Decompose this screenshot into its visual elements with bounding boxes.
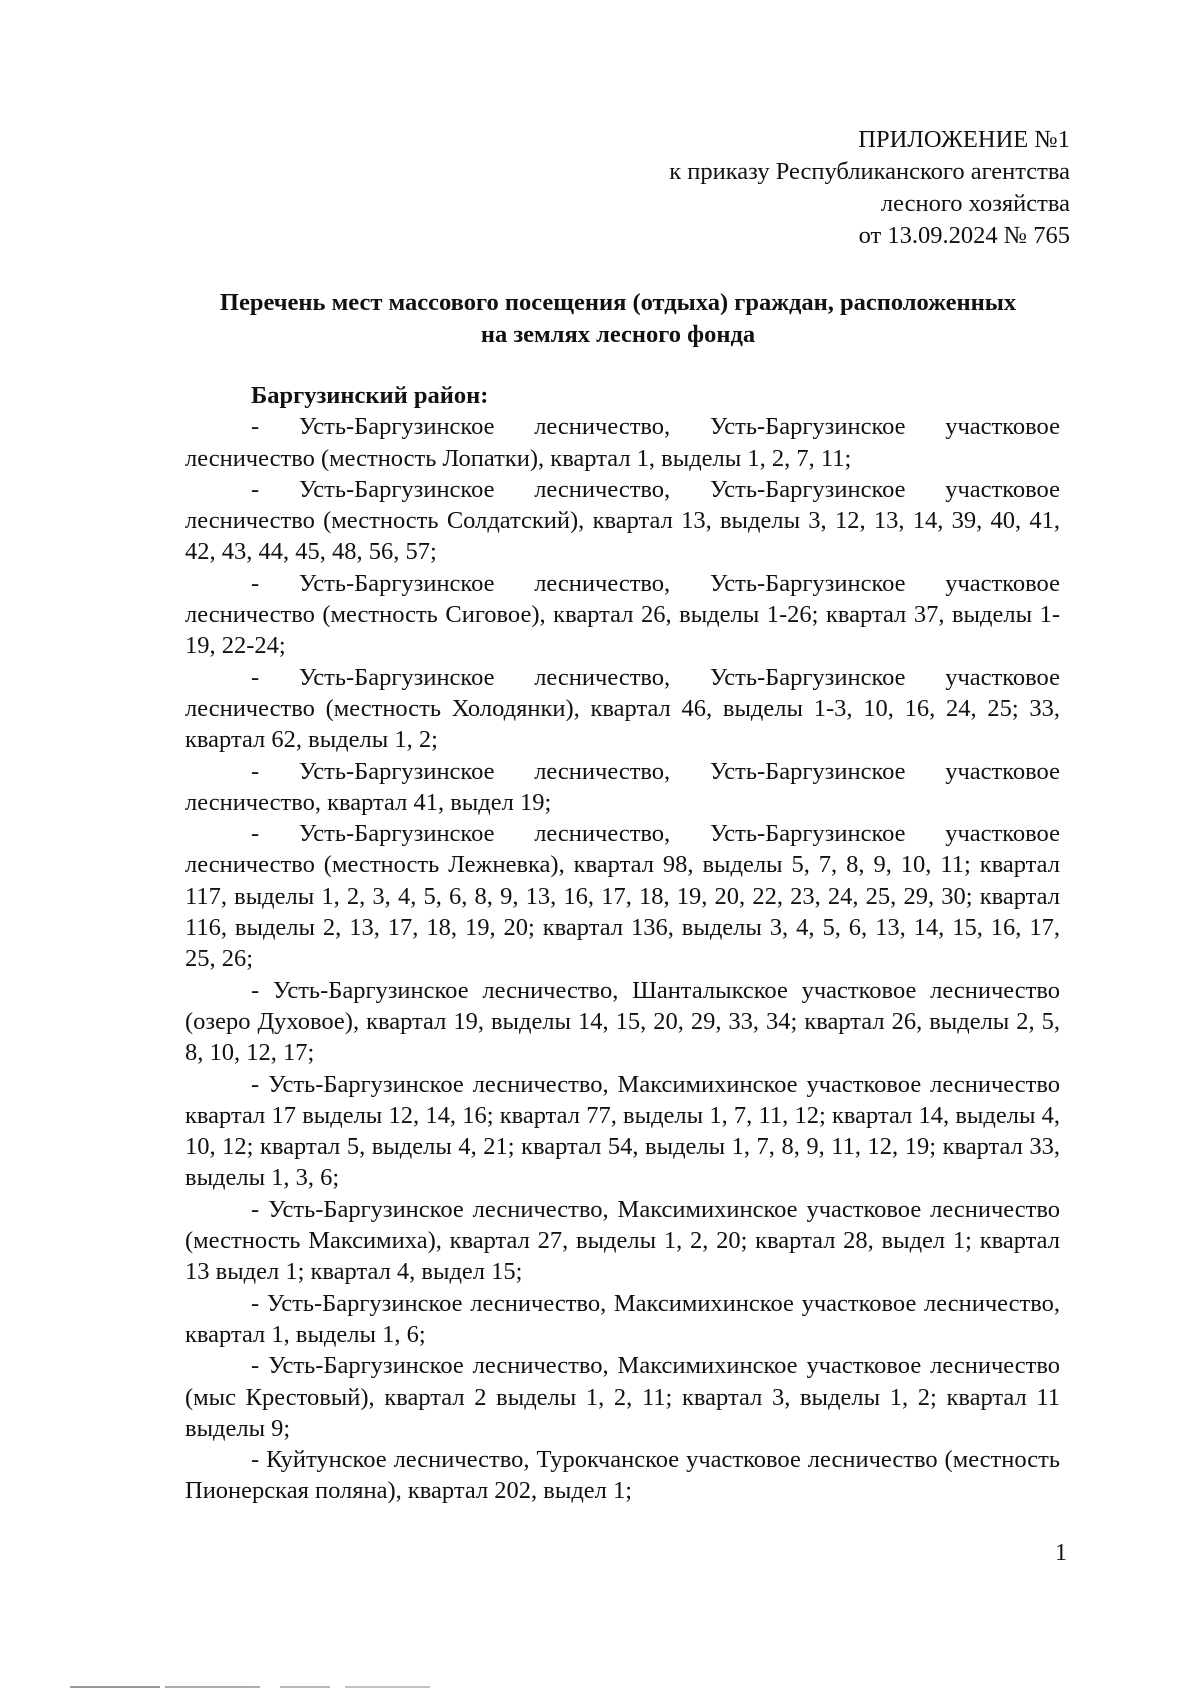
page-number: 1	[1055, 1540, 1067, 1566]
list-item: - Усть-Баргузинское лесничество, Максимихинское участковое лесничество, квартал 1, выделы 1, 6;	[185, 1289, 1060, 1348]
scan-line-artifact	[70, 1686, 430, 1688]
appendix-order-date: от 13.09.2024 № 765	[858, 222, 1070, 249]
title-line-2: на землях лесного фонда	[480, 321, 756, 348]
appendix-number: ПРИЛОЖЕНИЕ №1	[858, 126, 1070, 153]
document-title	[180, 287, 1056, 351]
list-item: - Усть-Баргузинское лесничество, Усть-Баргузинское участковое лесничество (местность Лежневка), квартал 98, выделы 5, 7, 8, 9, 10, 11; квартал 117, выделы 1, 2, 3, 4, 5, 6, 8, 9, 13, 16, 17, 18, 19, 20, 22, 23, 24, 25, 29, 30; квартал 116, выделы 2, 13, 17, 18, 19, 20; квартал 136, выделы 3, 4, 5, 6, 13, 14, 15, 16, 17, 25, 26;	[185, 820, 1060, 973]
district-heading: Баргузинский район:	[251, 382, 489, 409]
list-item: - Усть-Баргузинское лесничество, Усть-Баргузинское участковое лесничество (местность Лопатки), квартал 1, выделы 1, 2, 7, 11;	[185, 413, 1060, 472]
appendix-header	[669, 124, 1070, 252]
list-item: - Усть-Баргузинское лесничество, Максимихинское участковое лесничество квартал 17 выделы 12, 14, 16; квартал 77, выделы 1, 7, 11, 12; квартал 14, выделы 4, 10, 12; квартал 5, выделы 4, 21; квартал 54, выделы 1, 7, 8, 9, 11, 12, 19; квартал 33, выделы 1, 3, 6;	[185, 1070, 1060, 1192]
list-item: - Усть-Баргузинское лесничество, Усть-Баргузинское участковое лесничество (местность Сиговое), квартал 26, выделы 1-26; квартал 37, выделы 1-19, 22-24;	[185, 569, 1060, 660]
list-item: - Куйтунское лесничество, Турокчанское участковое лесничество (местность Пионерская поляна), квартал 202, выдел 1;	[185, 1446, 1060, 1505]
appendix-order-line: к приказу Республиканского агентства	[669, 158, 1070, 185]
list-item: - Усть-Баргузинское лесничество, Усть-Баргузинское участковое лесничество (местность Холодянки), квартал 46, выделы 1-3, 10, 16, 24, 25; 33, квартал 62, выделы 1, 2;	[185, 663, 1060, 754]
list-item: - Усть-Баргузинское лесничество, Шанталыкское участковое лесничество (озеро Духовое), квартал 19, выделы 14, 15, 20, 29, 33, 34; квартал 26, выделы 2, 5, 8, 10, 12, 17;	[185, 976, 1060, 1067]
document-body	[185, 380, 1060, 1507]
list-item: - Усть-Баргузинское лесничество, Усть-Баргузинское участковое лесничество, квартал 41, выдел 19;	[185, 757, 1060, 816]
appendix-agency-line: лесного хозяйства	[880, 190, 1070, 217]
list-item: - Усть-Баргузинское лесничество, Максимихинское участковое лесничество (мыс Крестовый), квартал 2 выделы 1, 2, 11; квартал 3, выделы 1, 2; квартал 11 выделы 9;	[185, 1352, 1060, 1442]
list-item: - Усть-Баргузинское лесничество, Максимихинское участковое лесничество (местность Максимиха), квартал 27, выделы 1, 2, 20; квартал 28, выдел 1; квартал 13 выдел 1; квартал 4, выдел 15;	[185, 1195, 1060, 1286]
list-item: - Усть-Баргузинское лесничество, Усть-Баргузинское участковое лесничество (местность Солдатский), квартал 13, выделы 3, 12, 13, 14, 39, 40, 41, 42, 43, 44, 45, 48, 56, 57;	[185, 475, 1060, 566]
title-line-1: Перечень мест массового посещения (отдыха) граждан, расположенных	[219, 289, 1017, 316]
